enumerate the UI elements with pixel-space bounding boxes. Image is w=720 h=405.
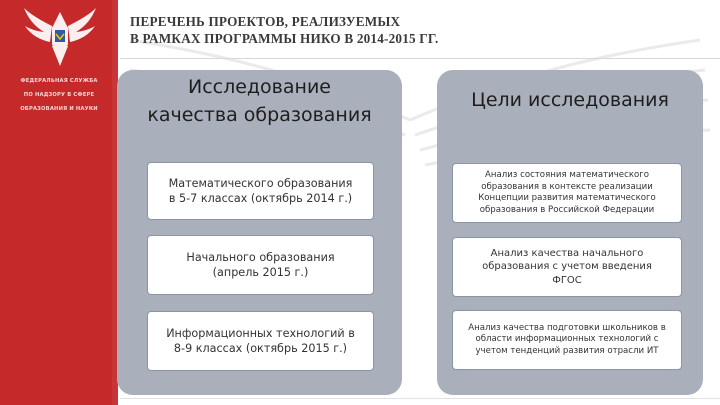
agency-emblem-icon xyxy=(22,4,98,72)
goal-item-math-line-4: образования в Российской Федерации xyxy=(479,204,655,215)
goal-item-primary-line-2: образования с учетом введения xyxy=(482,261,652,273)
agency-line-3: ОБРАЗОВАНИЯ И НАУКИ xyxy=(20,106,98,112)
agency-line-1: ФЕДЕРАЛЬНАЯ СЛУЖБА xyxy=(20,78,98,84)
goal-item-it-line-2: области информационных технологий с xyxy=(475,334,659,345)
goal-item-primary-line-3: ФГОС xyxy=(552,274,582,286)
research-item-math-line-2: в 5-7 классах (октябрь 2014 г.) xyxy=(168,192,353,205)
goal-item-math-line-3: Концепции развития математического xyxy=(478,193,656,203)
agency-name xyxy=(4,74,114,116)
goal-item-math-line-2: образования в контексте реализации xyxy=(481,181,653,192)
goal-item-it xyxy=(452,310,682,370)
research-item-it-line-2: 8-9 классах (октябрь 2015 г.) xyxy=(173,342,348,355)
research-item-math-line-1: Математического образования xyxy=(168,177,353,190)
research-heading-line-1: Исследование xyxy=(187,76,331,98)
goal-item-primary-line-1: Анализ качества начального xyxy=(490,247,644,259)
brand-sidebar xyxy=(0,0,118,405)
slide-title-line-1: ПЕРЕЧЕНЬ ПРОЕКТОВ, РЕАЛИЗУЕМЫХ xyxy=(130,14,401,29)
research-item-it xyxy=(147,311,374,371)
research-item-math xyxy=(147,162,374,220)
research-heading-line-2: качества образования xyxy=(147,104,372,126)
title-divider xyxy=(120,58,720,59)
slide-title xyxy=(130,13,438,47)
slide-title-line-2: В РАМКАХ ПРОГРАММЫ НИКО В 2014-2015 ГГ. xyxy=(130,31,439,46)
bottom-divider xyxy=(120,398,720,399)
agency-line-2: ПО НАДЗОРУ В СФЕРЕ xyxy=(23,92,95,98)
goals-heading: Цели исследования xyxy=(471,89,669,111)
goal-item-math-line-1: Анализ состояния математического xyxy=(484,170,650,180)
goal-item-primary xyxy=(452,237,682,297)
research-heading xyxy=(117,73,402,129)
research-item-primary-line-1: Начального образования xyxy=(186,251,335,264)
research-item-primary xyxy=(147,235,374,295)
research-item-primary-line-2: (апрель 2015 г.) xyxy=(212,266,309,279)
goal-item-math xyxy=(452,163,682,223)
goal-item-it-line-3: учетом тенденций развития отрасли ИТ xyxy=(475,345,659,356)
goal-item-it-line-1: Анализ качества подготовки школьников в xyxy=(468,322,666,333)
research-item-it-line-1: Информационных технологий в xyxy=(166,327,355,340)
